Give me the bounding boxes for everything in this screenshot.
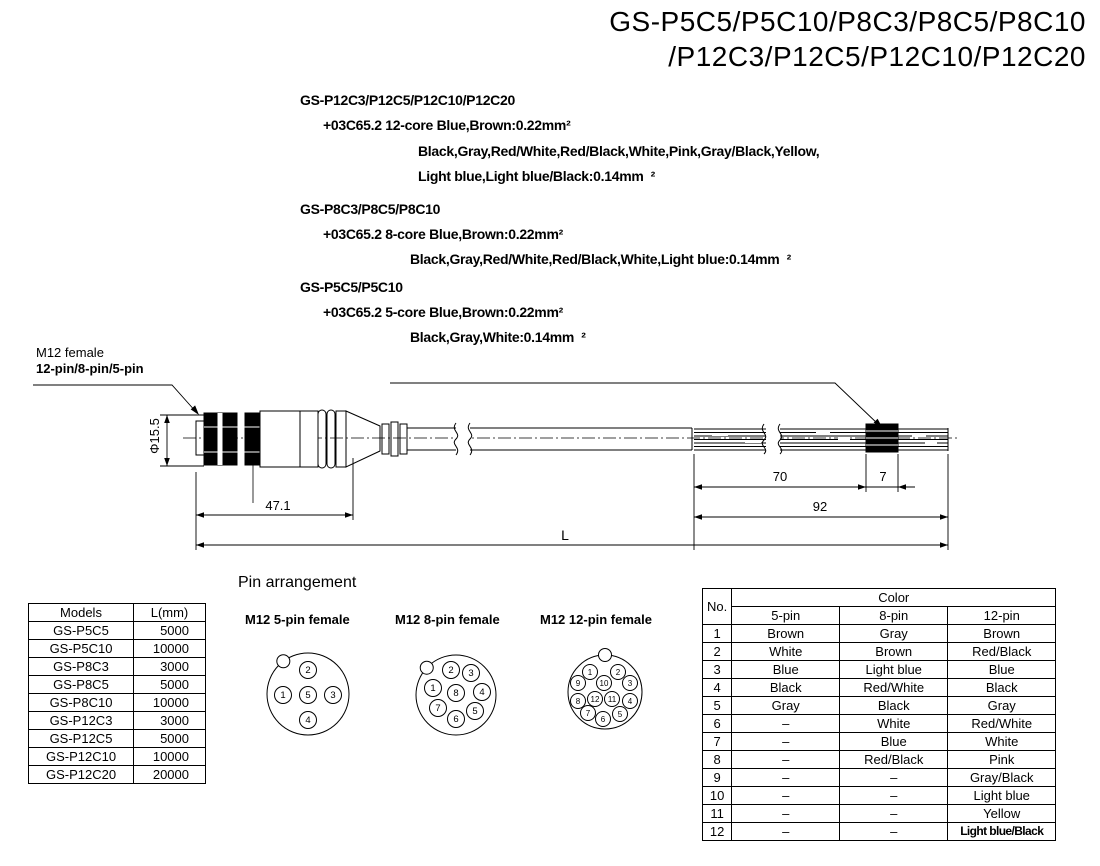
- color-row: [703, 787, 1056, 805]
- wire-color-cell: Blue: [948, 661, 1056, 679]
- connector-label-line2: 12-pin/8-pin/5-pin: [36, 361, 144, 376]
- wire-color-cell: Brown: [840, 643, 948, 661]
- length-header: L(mm): [134, 604, 206, 622]
- model-length-cell: 3000: [134, 658, 206, 676]
- pin-number-cell: 8: [703, 751, 732, 769]
- wire-color-cell: Black: [840, 697, 948, 715]
- dimension-70: 70: [772, 469, 788, 484]
- model-length-cell: 20000: [134, 766, 206, 784]
- wire-color-cell: Red/Black: [948, 643, 1056, 661]
- spec-detail-continuation: Light blue,Light blue/Black:0.14mm ²: [418, 168, 656, 184]
- pin-number: 1: [587, 668, 593, 677]
- no-header: No.: [703, 589, 732, 625]
- wire-color-cell: –: [840, 769, 948, 787]
- wire-color-cell: White: [840, 715, 948, 733]
- dimension-92: 92: [812, 499, 828, 514]
- pin-number-cell: 9: [703, 769, 732, 787]
- page-title: [609, 4, 1086, 74]
- color-row: [703, 661, 1056, 679]
- pin-number-cell: 10: [703, 787, 732, 805]
- model-row: [29, 712, 206, 730]
- pin-number-cell: 6: [703, 715, 732, 733]
- keyway-notch: [599, 649, 612, 662]
- model-name-cell: GS-P8C10: [29, 694, 134, 712]
- model-name-cell: GS-P8C5: [29, 676, 134, 694]
- pin-number: 9: [575, 679, 581, 688]
- connector-label-line1: M12 female: [36, 345, 104, 360]
- pin-number: 11: [607, 695, 617, 704]
- wire-color-cell: –: [732, 715, 840, 733]
- model-row: [29, 640, 206, 658]
- cable-jacket: [407, 423, 692, 455]
- spec-model: GS-P8C3/P8C5/P8C10: [300, 201, 441, 217]
- pin-diagrams: [267, 649, 642, 736]
- pin-diagram: [568, 649, 642, 730]
- color-row: [703, 643, 1056, 661]
- pin-number: 5: [472, 706, 478, 717]
- pin-number: 1: [280, 690, 286, 701]
- dimension-7: 7: [879, 469, 887, 484]
- connector-callout: [36, 345, 144, 377]
- color-header-row-1: [703, 589, 1056, 607]
- models-header: Models: [29, 604, 134, 622]
- pin-number: 8: [453, 688, 459, 699]
- pin-arrangement-heading: Pin arrangement: [238, 574, 357, 591]
- color-group-header: Color: [732, 589, 1056, 607]
- model-row: [29, 622, 206, 640]
- m12-connector-side-view: [196, 410, 407, 468]
- model-row: [29, 676, 206, 694]
- pin-number: 6: [600, 715, 606, 724]
- model-row: [29, 730, 206, 748]
- wire-color-cell: Red/White: [948, 715, 1056, 733]
- model-name-cell: GS-P12C20: [29, 766, 134, 784]
- wire-color-cell: Black: [732, 679, 840, 697]
- pin-number: 6: [453, 714, 459, 725]
- keyway-notch: [420, 661, 433, 674]
- pin-number: 5: [305, 690, 311, 701]
- pin-diagram: [416, 655, 496, 735]
- title-line-2: /P12C3/P12C5/P12C10/P12C20: [668, 41, 1086, 72]
- spec-detail: +03C65.2 8-core Blue,Brown:0.22mm²: [323, 226, 563, 242]
- spec-detail-continuation: Black,Gray,Red/White,Red/Black,White,Pink,Gray/Black,Yellow,: [418, 143, 820, 159]
- pin-connector-label: M12 12-pin female: [540, 612, 652, 627]
- model-name-cell: GS-P5C5: [29, 622, 134, 640]
- model-name-cell: GS-P8C3: [29, 658, 134, 676]
- color-row: [703, 751, 1056, 769]
- dimension-overall-length: L: [561, 527, 569, 543]
- color-row: [703, 625, 1056, 643]
- wire-color-cell: Gray: [840, 625, 948, 643]
- pin-number: 4: [305, 715, 311, 726]
- model-name-cell: GS-P12C5: [29, 730, 134, 748]
- models-table: [28, 603, 206, 784]
- pin-number: 7: [435, 703, 441, 714]
- model-name-cell: GS-P12C3: [29, 712, 134, 730]
- color-row: [703, 715, 1056, 733]
- wire-color-cell: –: [732, 823, 840, 841]
- col-8pin-header: 8-pin: [840, 607, 948, 625]
- pin-number: 2: [448, 665, 454, 676]
- spec-model: GS-P12C3/P12C5/P12C10/P12C20: [300, 92, 515, 108]
- models-header-row: [29, 604, 206, 622]
- model-length-cell: 5000: [134, 730, 206, 748]
- dimension-connector-length: 47.1: [265, 498, 291, 513]
- wire-color-cell: –: [840, 823, 948, 841]
- title-line-1: GS-P5C5/P5C10/P8C3/P8C5/P8C10: [609, 6, 1086, 37]
- wire-color-cell: –: [732, 751, 840, 769]
- pin-connector-label: M12 5-pin female: [245, 612, 350, 627]
- model-name-cell: GS-P5C10: [29, 640, 134, 658]
- wire-color-cell: Pink: [948, 751, 1056, 769]
- spec-model: GS-P5C5/P5C10: [300, 279, 403, 295]
- wire-color-cell: Red/White: [840, 679, 948, 697]
- wire-color-cell: Brown: [732, 625, 840, 643]
- pin-number: 2: [615, 668, 621, 677]
- wire-color-cell: Red/Black: [840, 751, 948, 769]
- pin-number: 3: [627, 679, 633, 688]
- wire-color-cell: White: [732, 643, 840, 661]
- pin-number-cell: 12: [703, 823, 732, 841]
- wire-color-cell: –: [732, 769, 840, 787]
- pin-number: 12: [590, 695, 600, 704]
- pin-number: 3: [330, 690, 336, 701]
- color-row: [703, 733, 1056, 751]
- wire-color-cell: –: [732, 733, 840, 751]
- wire-color-cell: –: [840, 787, 948, 805]
- pin-number-cell: 3: [703, 661, 732, 679]
- color-row: [703, 769, 1056, 787]
- color-row: [703, 805, 1056, 823]
- pin-number: 2: [305, 665, 311, 676]
- wire-color-cell: Black: [948, 679, 1056, 697]
- wire-color-cell: –: [732, 805, 840, 823]
- wire-color-cell: Gray: [732, 697, 840, 715]
- color-row: [703, 679, 1056, 697]
- spec-detail-continuation: Black,Gray,White:0.14mm ²: [410, 329, 586, 345]
- pin-number-cell: 5: [703, 697, 732, 715]
- wire-color-cell: –: [732, 787, 840, 805]
- wire-color-cell: Light blue/Black: [948, 823, 1056, 841]
- model-length-cell: 5000: [134, 622, 206, 640]
- model-row: [29, 766, 206, 784]
- wire-color-cell: Gray/Black: [948, 769, 1056, 787]
- pin-number: 7: [585, 709, 591, 718]
- pin-number: 10: [599, 679, 609, 688]
- pin-connector-label: M12 8-pin female: [395, 612, 500, 627]
- spec-detail-continuation: Black,Gray,Red/White,Red/Black,White,Light blue:0.14mm ²: [410, 251, 791, 267]
- wire-color-cell: Light blue: [840, 661, 948, 679]
- pin-number: 1: [430, 683, 436, 694]
- dimension-diameter: Φ15.5: [147, 418, 162, 454]
- wire-color-cell: Light blue: [948, 787, 1056, 805]
- col-12pin-header: 12-pin: [948, 607, 1056, 625]
- color-row: [703, 697, 1056, 715]
- pin-number-cell: 11: [703, 805, 732, 823]
- model-length-cell: 5000: [134, 676, 206, 694]
- pin-number-cell: 1: [703, 625, 732, 643]
- color-header-row-2: [703, 607, 1056, 625]
- pin-number: 8: [575, 697, 581, 706]
- model-name-cell: GS-P12C10: [29, 748, 134, 766]
- color-row: [703, 823, 1056, 841]
- pin-number-cell: 4: [703, 679, 732, 697]
- model-row: [29, 694, 206, 712]
- wire-color-cell: Yellow: [948, 805, 1056, 823]
- model-row: [29, 748, 206, 766]
- model-row: [29, 658, 206, 676]
- pin-number-cell: 7: [703, 733, 732, 751]
- wire-color-cell: Gray: [948, 697, 1056, 715]
- wire-color-table: [702, 588, 1056, 841]
- model-length-cell: 3000: [134, 712, 206, 730]
- spec-detail: +03C65.2 12-core Blue,Brown:0.22mm²: [323, 117, 571, 133]
- wire-bundle: [694, 424, 948, 454]
- pin-number-cell: 2: [703, 643, 732, 661]
- pin-number: 3: [468, 668, 474, 679]
- keyway-notch: [277, 655, 290, 668]
- pin-number: 5: [617, 710, 623, 719]
- wire-color-cell: Blue: [840, 733, 948, 751]
- col-5pin-header: 5-pin: [732, 607, 840, 625]
- model-length-cell: 10000: [134, 640, 206, 658]
- pin-number: 4: [627, 697, 633, 706]
- model-length-cell: 10000: [134, 748, 206, 766]
- pin-number: 4: [479, 687, 485, 698]
- pin-diagram: [267, 653, 349, 735]
- spec-detail: +03C65.2 5-core Blue,Brown:0.22mm²: [323, 304, 563, 320]
- wire-color-cell: Blue: [732, 661, 840, 679]
- model-length-cell: 10000: [134, 694, 206, 712]
- wire-color-cell: Brown: [948, 625, 1056, 643]
- wire-color-cell: –: [840, 805, 948, 823]
- wire-color-cell: White: [948, 733, 1056, 751]
